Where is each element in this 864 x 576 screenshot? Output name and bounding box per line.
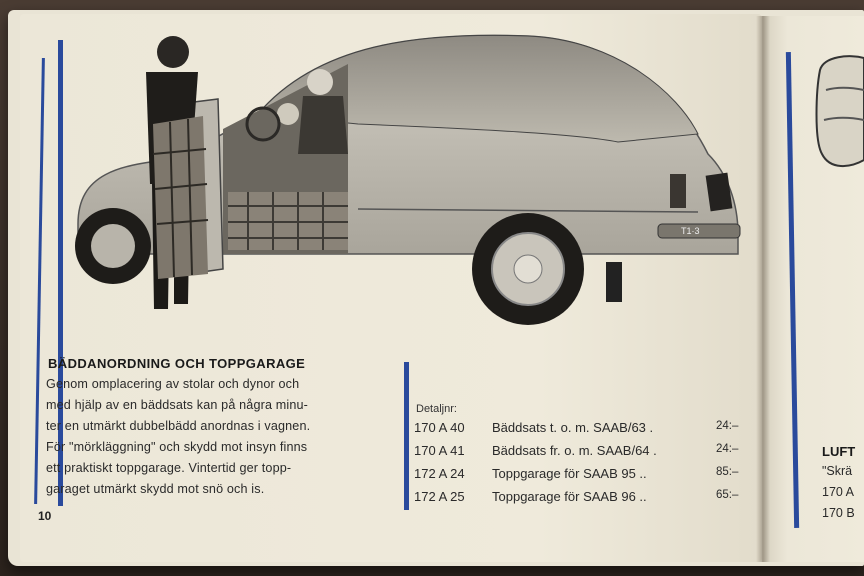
detail-label: Detaljnr: <box>416 403 457 415</box>
part-price: 65:– <box>716 489 739 501</box>
part-number: 172 A 25 <box>414 489 465 504</box>
body-line-3: ter en utmärkt dubbelbädd anordnas i vagnen. <box>46 419 311 433</box>
held-blanket <box>153 116 208 279</box>
car-bed-photo <box>58 24 748 334</box>
rear-wheel-cap <box>514 255 542 283</box>
part-price: 85:– <box>716 466 739 478</box>
front-wheel-hub <box>91 224 135 268</box>
part-number: 172 A 24 <box>414 466 465 481</box>
body-line-4: För "mörkläggning" och skydd mot insyn finns <box>46 440 308 454</box>
right-page-illustration <box>810 50 864 180</box>
section-heading: BÄDDANORDNING OCH TOPPGARAGE <box>48 356 306 371</box>
tail-light <box>670 174 686 208</box>
part-description: Toppgarage för SAAB 95 .. <box>492 466 647 481</box>
part-number: 170 A 40 <box>414 420 465 435</box>
body-line-2: med hjälp av en bäddsats kan på några minu- <box>46 398 308 412</box>
right-page-line: 170 A <box>822 485 854 499</box>
part-price: 24:– <box>716 443 739 455</box>
page-number: 10 <box>38 509 52 523</box>
right-page-line: "Skrä <box>822 464 853 478</box>
page-gutter <box>756 16 770 562</box>
part-price: 24:– <box>716 420 739 432</box>
part-description: Bäddsats fr. o. m. SAAB/64 . <box>492 443 657 458</box>
part-description: Bäddsats t. o. m. SAAB/63 . <box>492 420 654 435</box>
child-head <box>307 69 333 95</box>
mud-flap <box>606 262 622 302</box>
man-head <box>157 36 189 68</box>
parts-accent-bar <box>404 362 409 510</box>
body-line-5: ett praktiskt toppgarage. Vintertid ger topp- <box>46 461 292 475</box>
plate-text: T1·3 <box>681 226 700 236</box>
body-line-1: Genom omplacering av stolar och dynor och <box>46 377 300 391</box>
body-line-6: garaget utmärkt skydd mot snö och is. <box>46 482 265 496</box>
right-page-heading: LUFT <box>822 444 856 459</box>
right-page-line: 170 B <box>822 506 855 520</box>
part-number: 170 A 41 <box>414 443 465 458</box>
part-description: Toppgarage för SAAB 96 .. <box>492 489 647 504</box>
child-body <box>298 96 348 154</box>
